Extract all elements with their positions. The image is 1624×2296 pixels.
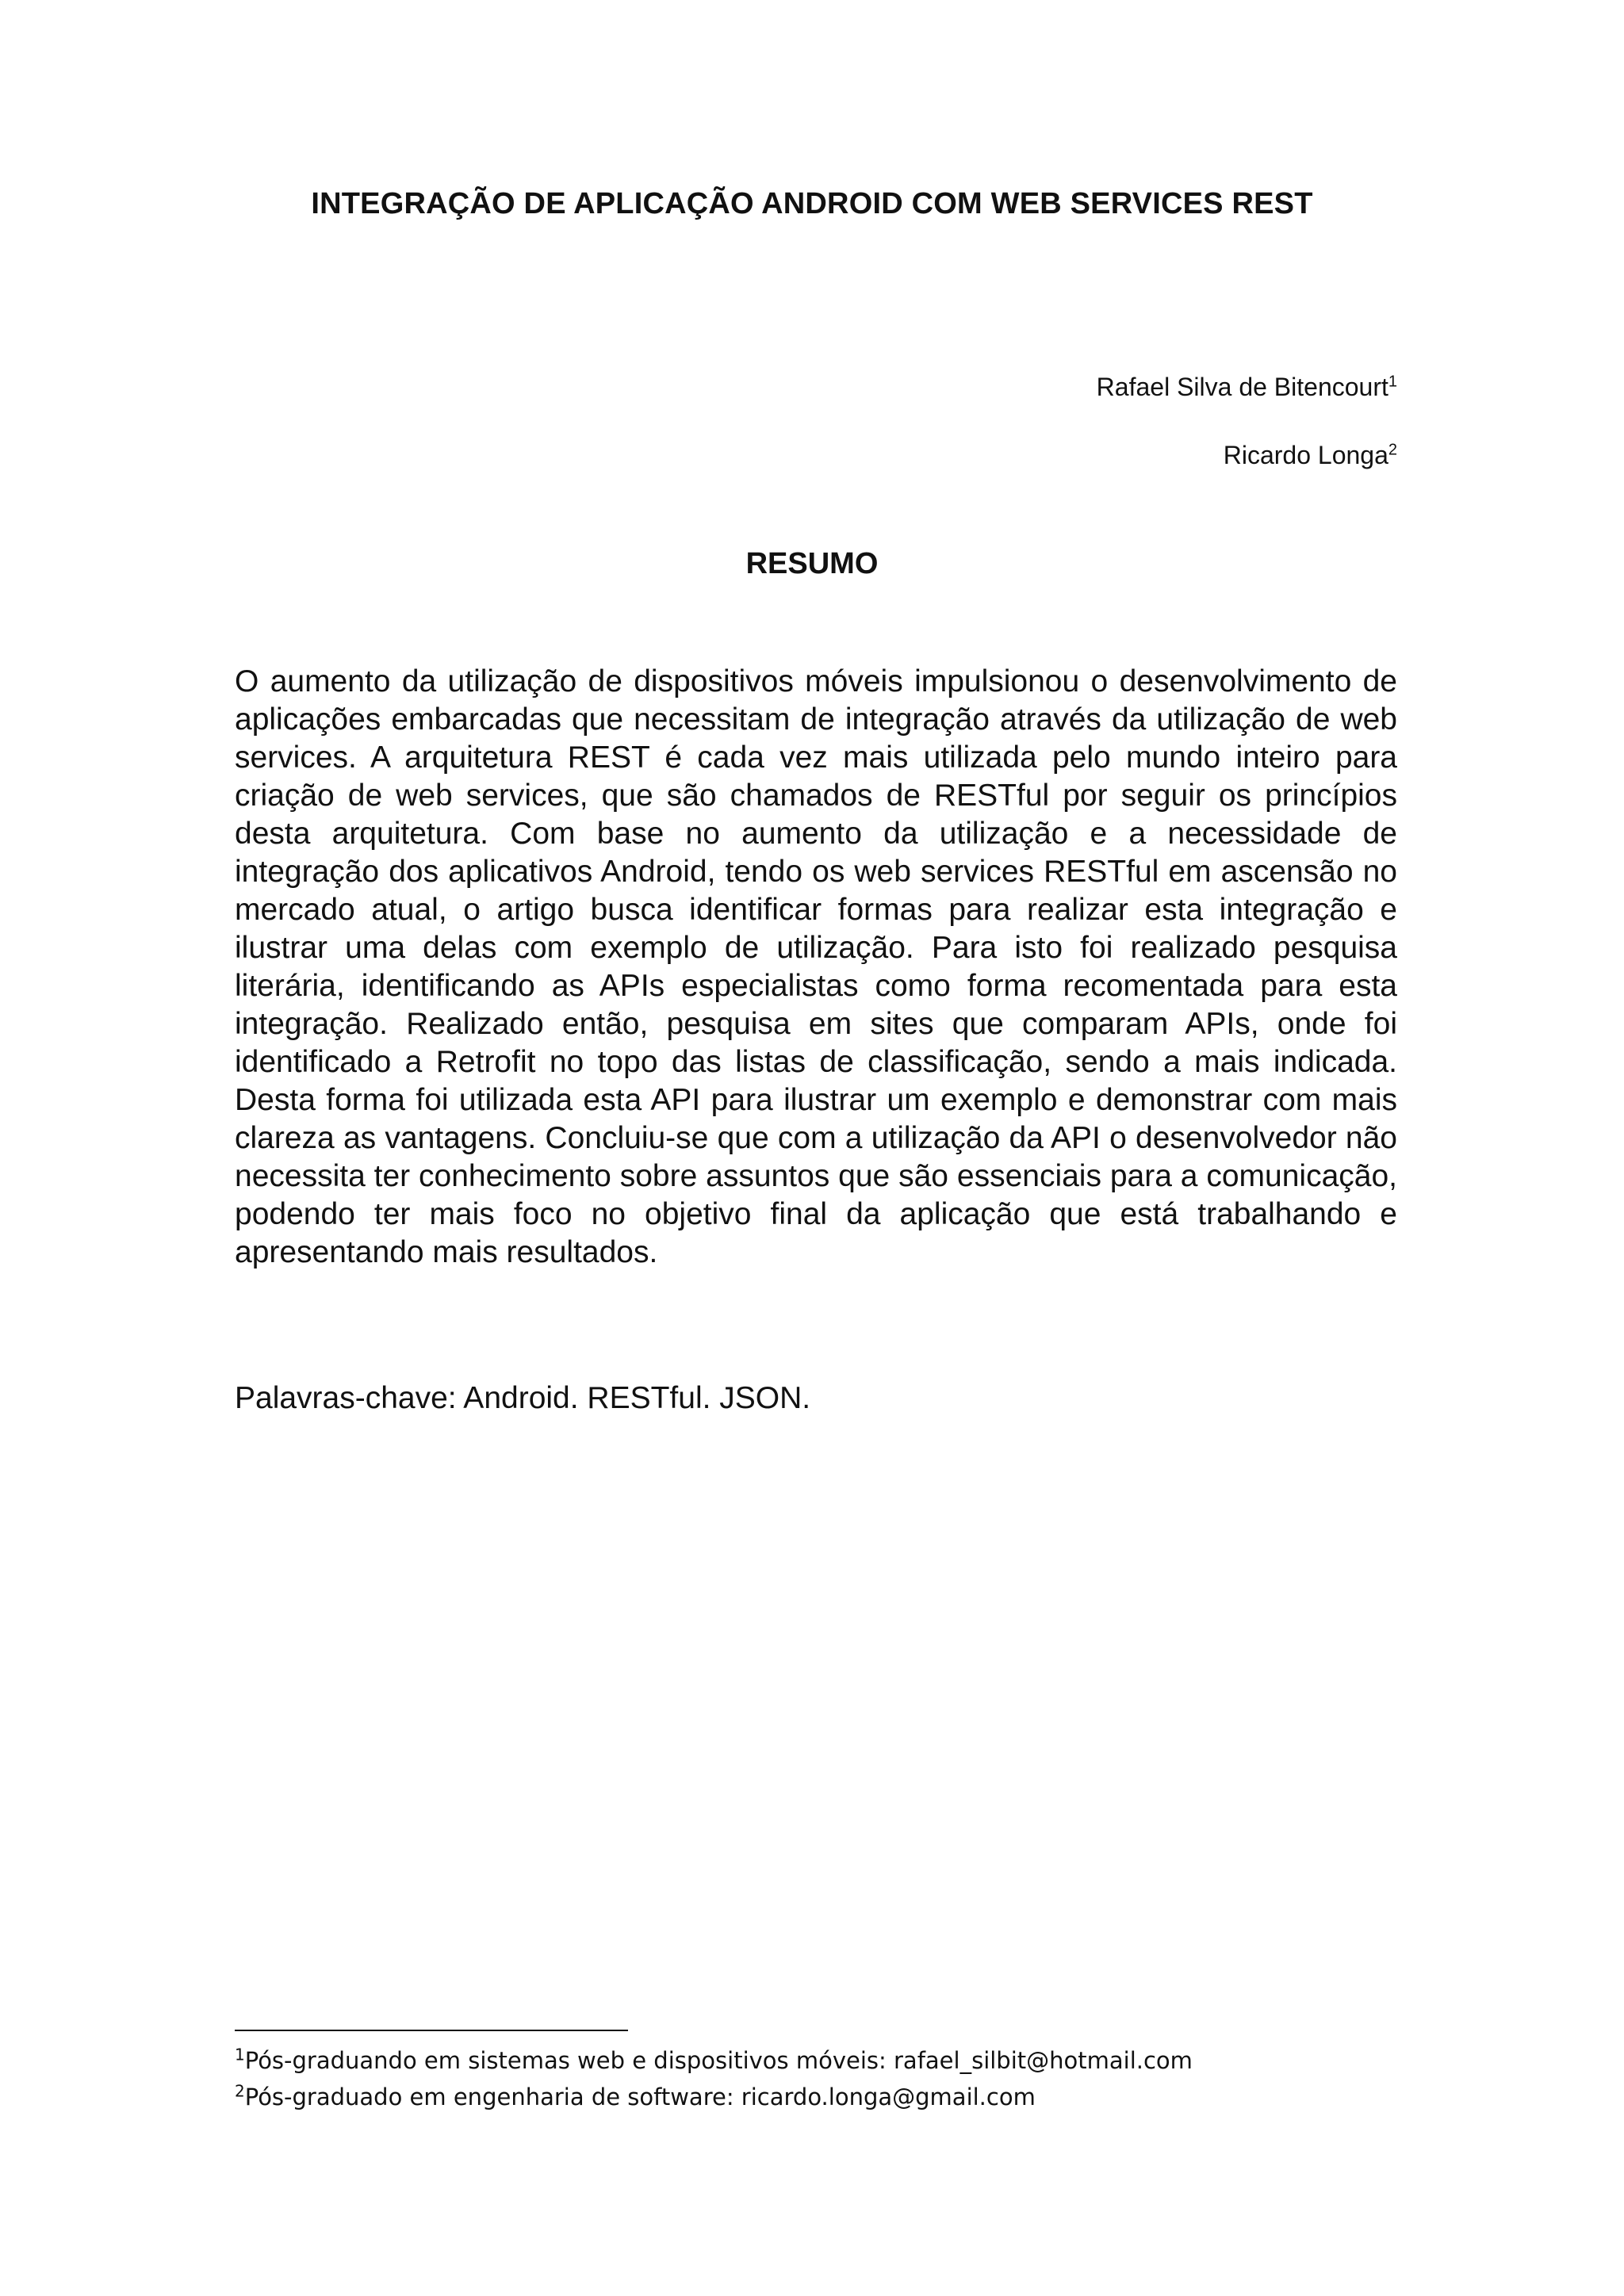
author-2-footnote-mark: 2	[1388, 441, 1397, 459]
footnote-2-text: Pós-graduado em engenharia de software: ricardo.longa@gmail.com	[244, 2084, 1036, 2110]
paper-title: INTEGRAÇÃO DE APLICAÇÃO ANDROID COM WEB SERVICES REST	[311, 187, 1313, 220]
abstract-heading: RESUMO	[745, 547, 879, 580]
footnote-2	[235, 2081, 1036, 2110]
footnote-2-mark: 2	[235, 2081, 245, 2101]
author-1	[1097, 373, 1397, 402]
author-1-footnote-mark: 1	[1388, 373, 1397, 391]
footnote-1	[235, 2047, 1193, 2074]
footnote-1-text: Pós-graduando em sistemas web e dispositivos móveis: rafael_silbit@hotmail.com	[244, 2047, 1193, 2074]
footnote-1-mark: 1	[235, 2045, 245, 2064]
footnote-divider	[235, 2030, 628, 2031]
author-1-name: Rafael Silva de Bitencourt	[1096, 373, 1388, 401]
abstract-body: O aumento da utilização de dispositivos móveis impulsionou o desenvolvimento de aplicações embarcadas que necessitam de integração através da utilização de web services. A arquitetura REST é cada vez mais utilizada pelo mundo inteiro para criação de web services, que são chamados de RESTful por seguir os princípios desta arquitetura. Com base no aumento da utilização e a necessidade de integração dos aplicativos Android, tendo os web services RESTful em ascensão no mercado atual, o artigo busca identificar formas para realizar esta integração e ilustrar uma delas com exemplo de utilização. Para isto foi realizado pesquisa literária, identificando as APIs especialistas como forma recomentada para esta integração. Realizado então, pesquisa em sites que comparam APIs, onde foi identificado a Retrofit no topo das listas de classificação, sendo a mais indicada. Desta forma foi utilizada esta API para ilustrar um exemplo e demonstrar com mais clareza as vantagens. Concluiu-se que com a utilização da API o desenvolvedor não necessita ter conhecimento sobre assuntos que são essenciais para a comunicação, podendo ter mais foco no objetivo final da aplicação que está trabalhando e apresentando mais resultados.	[235, 664, 1397, 1269]
author-2	[1224, 441, 1397, 470]
keywords: Palavras-chave: Android. RESTful. JSON.	[235, 1381, 811, 1415]
author-2-name: Ricardo Longa	[1223, 441, 1388, 469]
